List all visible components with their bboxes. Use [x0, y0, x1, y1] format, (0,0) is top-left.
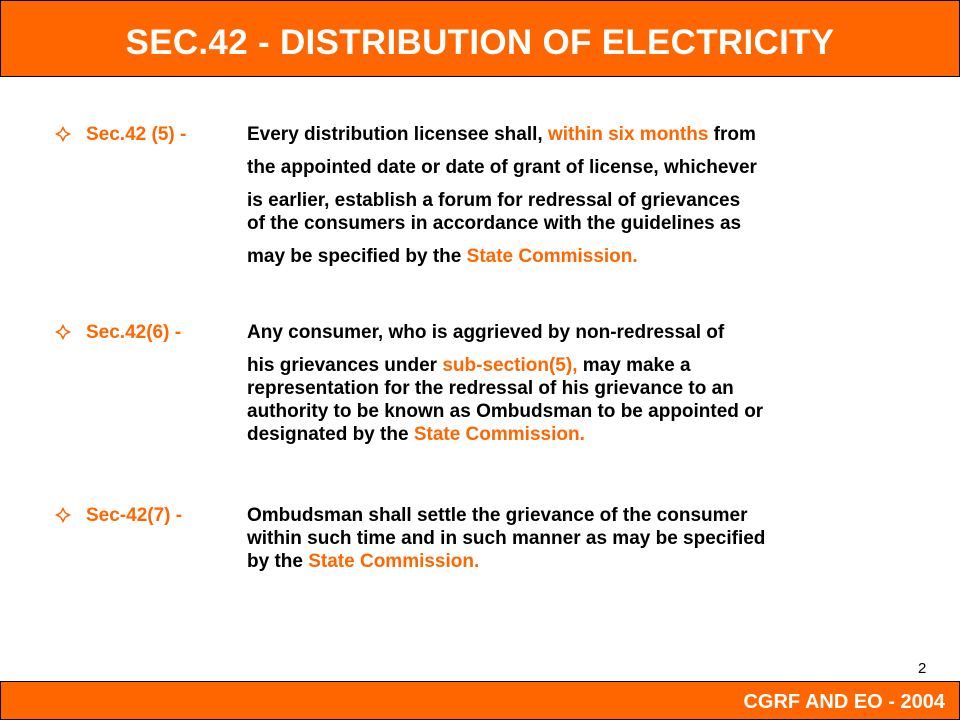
- text-line: is earlier, establish a forum for redressal of grievances: [247, 190, 741, 211]
- text-line: authority to be known as Ombudsman to be appointed or: [247, 401, 764, 422]
- text-line: designated by the State Commission.: [247, 424, 585, 445]
- footer-text: CGRF AND EO - 2004: [743, 691, 945, 713]
- section-text: [247, 322, 947, 447]
- diamond-bullet-icon: [54, 323, 74, 343]
- text-line: representation for the redressal of his grievance to an: [247, 378, 734, 399]
- section-text: [247, 124, 947, 279]
- diamond-bullet-icon: [54, 506, 74, 526]
- page-number: 2: [918, 660, 927, 677]
- section-label: Sec-42(7) -: [86, 505, 183, 526]
- text-line: the appointed date or date of grant of license, whichever: [247, 157, 757, 178]
- section-label: Sec.42(6) -: [86, 322, 182, 343]
- text-line: of the consumers in accordance with the guidelines as: [247, 213, 742, 234]
- title-bar: [0, 0, 960, 77]
- text-line: Ombudsman shall settle the grievance of the consumer: [247, 505, 748, 526]
- text-line: by the State Commission.: [247, 551, 480, 572]
- text-line: may be specified by the State Commission.: [247, 246, 638, 267]
- slide-title: SEC.42 - DISTRIBUTION OF ELECTRICITY: [125, 23, 835, 62]
- text-line: his grievances under sub-section(5), may make a: [247, 355, 691, 376]
- section-text: [247, 505, 947, 574]
- text-line: Every distribution licensee shall, within six months from: [247, 124, 756, 145]
- text-line: within such time and in such manner as may be specified: [247, 528, 766, 549]
- diamond-bullet-icon: [54, 125, 74, 145]
- section-label: Sec.42 (5) -: [86, 124, 187, 145]
- footer-bar: [0, 681, 960, 720]
- text-line: Any consumer, who is aggrieved by non-redressal of: [247, 322, 725, 343]
